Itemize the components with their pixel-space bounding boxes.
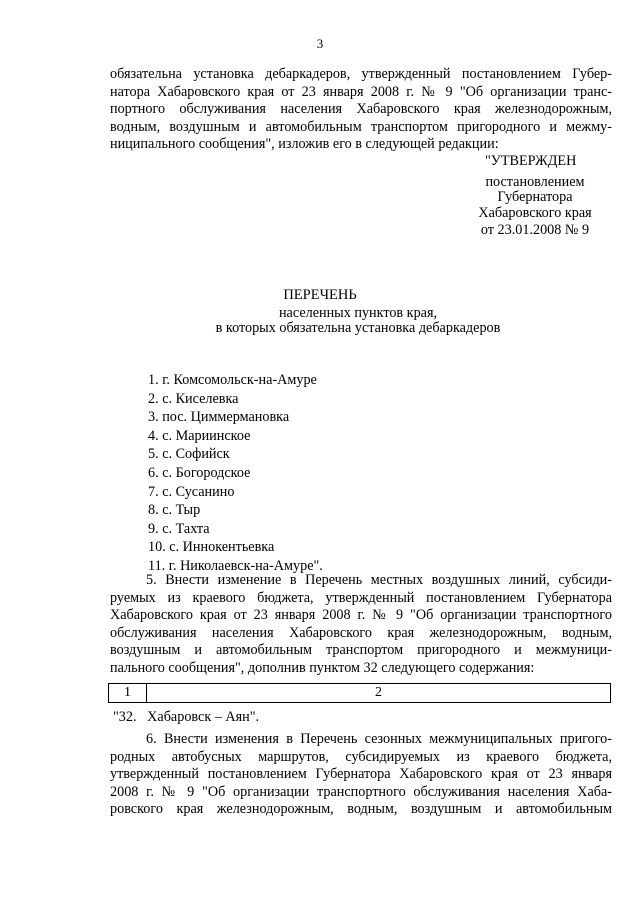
approval-line: постановлением xyxy=(485,173,585,190)
route-entry: "32. Хабаровск – Аян". xyxy=(113,709,260,725)
text-line: ровского края железнодорожным, водным, воздушным и автомобильным xyxy=(110,801,612,818)
list-item: 4. с. Мариинское xyxy=(148,427,251,444)
text-line: 6. Внести изменения в Перечень сезонных межмуниципальных пригого- xyxy=(146,731,612,747)
text-line: обслуживания населения Хабаровского края железнодорожным, водным, xyxy=(110,624,612,641)
text-line: натора Хабаровского края от 23 января 2008 г. № 9 "Об организации транс- xyxy=(110,83,612,100)
places-list xyxy=(148,371,323,576)
approval-heading: "УТВЕРЖДЕН xyxy=(485,153,577,169)
approval-line: Хабаровского края xyxy=(478,204,592,221)
item-6-paragraph xyxy=(110,731,612,819)
table-cell: 2 xyxy=(147,684,611,703)
text-line: пального сообщения", дополнив пунктом 32 следующего содержания: xyxy=(110,659,535,676)
list-subtitle-line: населенных пунктов края, xyxy=(278,305,438,321)
list-title: ПЕРЕЧЕНЬ xyxy=(283,287,357,303)
list-item: 1. г. Комсомольск-на-Амуре xyxy=(148,372,317,388)
approval-line: Губернатора xyxy=(497,189,573,205)
list-item: 5. с. Софийск xyxy=(148,446,230,463)
list-item: 6. с. Богородское xyxy=(148,464,251,481)
list-item: 2. с. Киселевка xyxy=(148,390,239,407)
text-line: 5. Внести изменение в Перечень местных воздушных линий, субсиди- xyxy=(146,572,612,588)
text-line: 2008 г. № 9 "Об организации транспортного обслуживания населения Хаба- xyxy=(110,783,612,800)
text-line: портного обслуживания населения Хабаровского края железнодорожным, xyxy=(110,101,612,118)
table-row xyxy=(109,684,611,703)
list-item: 7. с. Сусанино xyxy=(148,483,235,500)
intro-paragraph xyxy=(110,66,612,154)
list-subtitle xyxy=(98,306,618,336)
text-line: утвержденный постановлением Губернатора Хабаровского края от 23 января xyxy=(110,766,612,783)
table-cell: 1 xyxy=(109,684,147,703)
text-line: воздушным и автомобильным транспортом пригородного и межмуници- xyxy=(110,642,612,659)
list-item: 11. г. Николаевск-на-Амуре". xyxy=(148,557,323,574)
list-item: 3. пос. Циммермановка xyxy=(148,409,290,426)
column-header-table xyxy=(108,683,611,703)
approval-date: от 23.01.2008 № 9 xyxy=(480,222,590,238)
list-item: 8. с. Тыр xyxy=(148,502,201,519)
text-line: обязательна установка дебаркадеров, утвержденный постановлением Губер- xyxy=(110,66,612,82)
list-item: 10. с. Иннокентьевка xyxy=(148,539,275,556)
list-subtitle-line: в которых обязательна установка дебаркадеров xyxy=(215,320,501,336)
item-5-paragraph xyxy=(110,572,612,678)
text-line: ниципального сообщения", изложив его в следующей редакции: xyxy=(110,136,499,153)
list-item: 9. с. Тахта xyxy=(148,520,210,537)
page-number: 3 xyxy=(316,36,324,51)
text-line: руемых из краевого бюджета, утвержденный постановлением Губернатора xyxy=(110,589,612,606)
approval-stamp xyxy=(440,154,630,239)
text-line: Хабаровского края от 23 января 2008 г. № 9 "Об организации транспортного xyxy=(110,607,612,624)
text-line: водным, воздушным и автомобильным транспортом пригородного и межму- xyxy=(110,118,612,135)
text-line: родных автобусных маршрутов, субсидируемых из краевого бюджета, xyxy=(110,748,612,765)
